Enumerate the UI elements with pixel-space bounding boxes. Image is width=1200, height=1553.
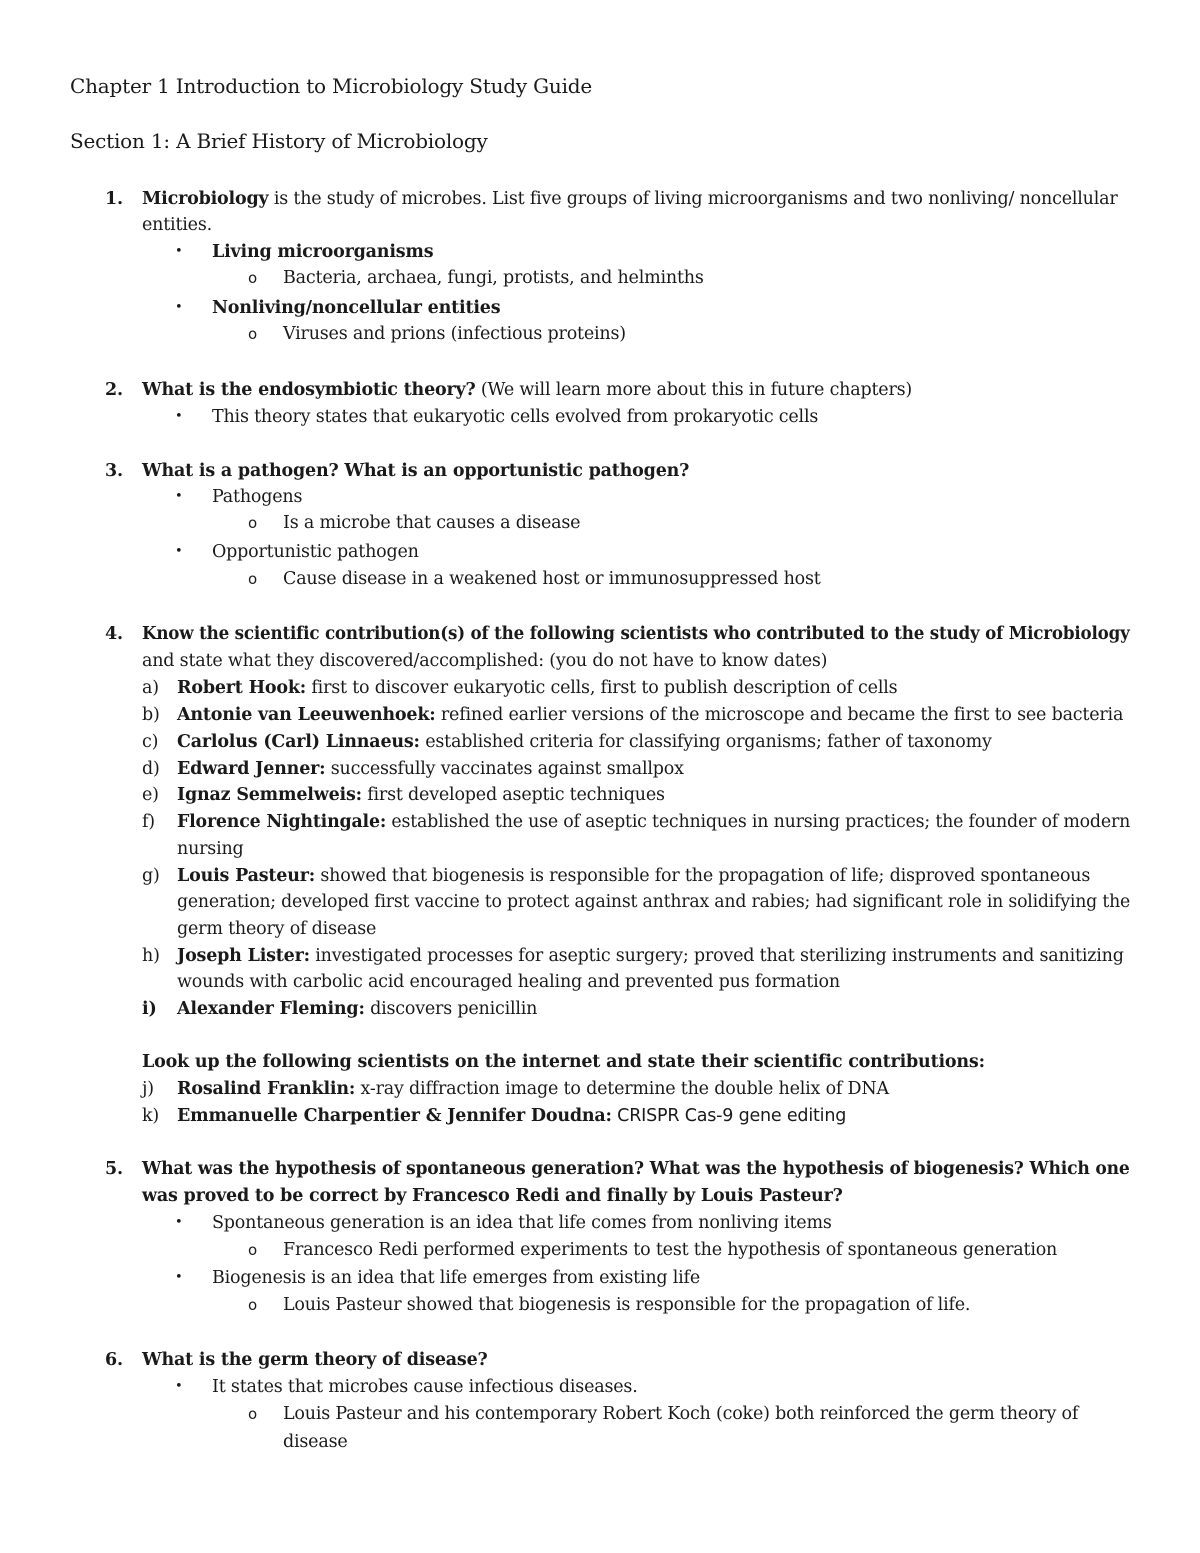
lookup-heading: Look up the following scientists on the internet and state their scientific contributions:: [142, 1052, 985, 1072]
scientist-entry: [177, 730, 992, 754]
scientist-entry: [177, 997, 537, 1021]
sub-bullet-icon: o: [248, 269, 257, 287]
sub-bullet-icon: o: [248, 1241, 257, 1259]
scientist-name: Rosalind Franklin:: [177, 1079, 356, 1099]
question-4-text: Know the scientific contribution(s) of the following scientists who contributed to the study of Microbiology: [142, 624, 1130, 644]
sub-bullet-icon: o: [248, 570, 257, 588]
sub-bullet-icon: o: [248, 1405, 257, 1423]
question-5-continuation: was proved to be correct by Francesco Redi and finally by Louis Pasteur?: [142, 1186, 843, 1206]
question-1-bold: Microbiology: [142, 189, 269, 209]
scientist-contribution-continued: nursing: [177, 839, 244, 859]
question-2-text: [142, 378, 912, 402]
question-number-4: 4.: [105, 624, 123, 644]
question-number-6: 6.: [105, 1350, 123, 1370]
bullet-icon: •: [175, 1270, 183, 1285]
scientist-entry: [177, 944, 1124, 968]
scientist-name: Edward Jenner:: [177, 759, 326, 779]
list-letter: a): [142, 678, 159, 698]
bullet-icon: •: [175, 544, 183, 559]
biogenesis-definition: Biogenesis is an idea that life emerges from existing life: [212, 1268, 700, 1288]
sub-bullet-icon: o: [248, 514, 257, 532]
scientist-contribution-continued: germ theory of disease: [177, 919, 377, 939]
scientist-contribution: successfully vaccinates against smallpox: [325, 759, 684, 779]
scientist-contribution: investigated processes for aseptic surgery; proved that sterilizing instruments and sanitizing: [309, 946, 1124, 966]
scientist-entry: [177, 864, 1090, 888]
scientist-contribution-continued: generation; developed first vaccine to protect against anthrax and rabies; had significant role in solidifying the: [177, 892, 1131, 912]
question-2-bold: What is the endosymbiotic theory?: [142, 380, 476, 400]
scientist-contribution: x-ray diffraction image to determine the double helix of DNA: [355, 1079, 889, 1099]
scientist-contribution: showed that biogenesis is responsible for the propagation of life; disproved spontaneous: [315, 866, 1091, 886]
scientist-name: Emmanuelle Charpentier & Jennifer Doudna:: [177, 1106, 612, 1126]
scientist-entry: [177, 703, 1123, 727]
nonliving-entities-item: Viruses and prions (infectious proteins): [283, 324, 626, 344]
scientist-entry: [177, 676, 897, 700]
list-letter: c): [142, 732, 159, 752]
scientist-contribution: first developed aseptic techniques: [361, 785, 665, 805]
scientist-contribution: established criteria for classifying organisms; father of taxonomy: [419, 732, 992, 752]
bullet-icon: •: [175, 1379, 183, 1394]
pathogens-label: Pathogens: [212, 487, 303, 507]
scientist-name: Louis Pasteur:: [177, 866, 315, 886]
list-letter: g): [142, 866, 160, 886]
spontaneous-generation-definition: Spontaneous generation is an idea that life comes from nonliving items: [212, 1213, 832, 1233]
list-letter: j): [142, 1079, 154, 1099]
question-number-2: 2.: [105, 380, 123, 400]
living-microorganisms-label: Living microorganisms: [212, 242, 434, 262]
bullet-icon: •: [175, 489, 183, 504]
scientist-contribution: discovers penicillin: [364, 999, 538, 1019]
question-number-5: 5.: [105, 1159, 123, 1179]
section-title: Section 1: A Brief History of Microbiology: [70, 129, 488, 153]
question-2-rest: (We will learn more about this in future chapters): [475, 380, 913, 400]
scientist-name: Joseph Lister:: [177, 946, 310, 966]
scientist-contribution: CRISPR Cas-9 gene editing: [611, 1106, 847, 1126]
sub-bullet-icon: o: [248, 325, 257, 343]
scientist-contribution-continued: wounds with carbolic acid encouraged healing and prevented pus formation: [177, 972, 840, 992]
scientist-name: Ignaz Semmelweis:: [177, 785, 362, 805]
opportunistic-pathogen-label: Opportunistic pathogen: [212, 542, 419, 562]
scientist-name: Florence Nightingale:: [177, 812, 387, 832]
question-5-text: What was the hypothesis of spontaneous generation? What was the hypothesis of biogenesis? Which one: [142, 1159, 1130, 1179]
list-letter: i): [142, 999, 157, 1019]
bullet-icon: •: [175, 409, 183, 424]
sub-bullet-icon: o: [248, 1296, 257, 1314]
nonliving-entities-label: Nonliving/noncellular entities: [212, 298, 501, 318]
living-microorganisms-item: Bacteria, archaea, fungi, protists, and helminths: [283, 268, 704, 288]
question-6-text: What is the germ theory of disease?: [142, 1350, 488, 1370]
list-letter: f): [142, 812, 155, 832]
pathogens-definition: Is a microbe that causes a disease: [283, 513, 581, 533]
list-letter: k): [142, 1106, 160, 1126]
redi-experiments: Francesco Redi performed experiments to test the hypothesis of spontaneous generation: [283, 1240, 1058, 1260]
question-1-text: [142, 187, 1118, 211]
pasteur-koch-note-continued: disease: [283, 1432, 348, 1452]
list-letter: e): [142, 785, 159, 805]
question-1-rest: is the study of microbes. List five groups of living microorganisms and two nonliving/ noncellular: [268, 189, 1118, 209]
list-letter: d): [142, 759, 160, 779]
question-number-1: 1.: [105, 189, 123, 209]
question-1-continuation: entities.: [142, 215, 212, 235]
scientist-name: Carlolus (Carl) Linnaeus:: [177, 732, 420, 752]
scientist-name: Robert Hook:: [177, 678, 307, 698]
opportunistic-pathogen-definition: Cause disease in a weakened host or immunosuppressed host: [283, 569, 821, 589]
list-letter: b): [142, 705, 160, 725]
question-3-text: What is a pathogen? What is an opportunistic pathogen?: [142, 461, 690, 481]
scientist-entry: [177, 757, 684, 781]
scientist-name: Antonie van Leeuwenhoek:: [177, 705, 436, 725]
scientist-contribution: first to discover eukaryotic cells, first to publish description of cells: [306, 678, 898, 698]
list-letter: h): [142, 946, 160, 966]
bullet-icon: •: [175, 244, 183, 259]
scientist-contribution: established the use of aseptic techniques in nursing practices; the founder of modern: [386, 812, 1131, 832]
scientist-entry: [177, 783, 665, 807]
bullet-icon: •: [175, 1215, 183, 1230]
document-title: Chapter 1 Introduction to Microbiology Study Guide: [70, 74, 593, 98]
scientist-entry: [177, 1077, 889, 1101]
question-2-answer: This theory states that eukaryotic cells evolved from prokaryotic cells: [212, 407, 819, 427]
scientist-entry: [177, 1104, 846, 1128]
germ-theory-definition: It states that microbes cause infectious diseases.: [212, 1377, 638, 1397]
scientist-entry: [177, 810, 1130, 834]
pasteur-biogenesis: Louis Pasteur showed that biogenesis is responsible for the propagation of life.: [283, 1295, 971, 1315]
bullet-icon: •: [175, 300, 183, 315]
question-number-3: 3.: [105, 461, 123, 481]
question-4-continuation: and state what they discovered/accomplished: (you do not have to know dates): [142, 651, 828, 671]
pasteur-koch-note: Louis Pasteur and his contemporary Robert Koch (coke) both reinforced the germ theory of: [283, 1404, 1079, 1424]
scientist-contribution: refined earlier versions of the microscope and became the first to see bacteria: [435, 705, 1124, 725]
scientist-name: Alexander Fleming:: [177, 999, 365, 1019]
